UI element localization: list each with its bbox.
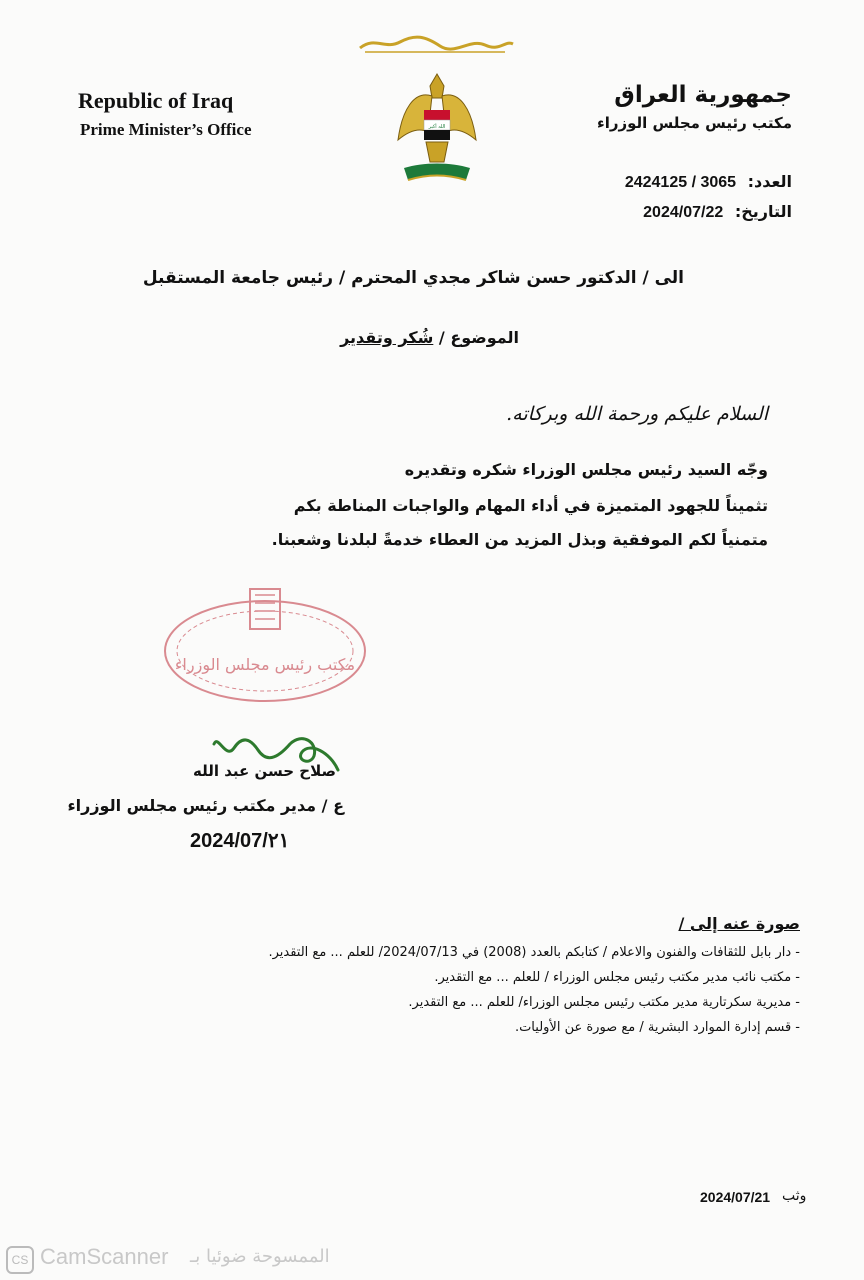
subject-line <box>340 328 519 347</box>
header-en-office: Prime Minister’s Office <box>80 120 252 139</box>
stamp-text: مكتب رئيس مجلس الوزراء <box>174 655 356 674</box>
number-label: العدد: <box>747 172 792 191</box>
list-item: - مكتب نائب مدير مكتب رئيس مجلس الوزراء / للعلم ... مع التقدير. <box>434 970 800 985</box>
header-ar-country: جمهورية العراق <box>614 82 792 108</box>
reference-number <box>625 172 792 192</box>
body-line-3: متمنياً لكم الموفقية وبذل المزيد من العطاء خدمةً لبلدنا وشعبنا. <box>271 530 768 549</box>
footer-mark: وثب <box>782 1188 807 1204</box>
footer-date: 2024/07/21 <box>700 1189 771 1205</box>
date-label: التاريخ: <box>734 202 792 221</box>
top-calligraphy <box>355 30 515 56</box>
date-value: 2024/07/22 <box>643 204 724 221</box>
list-item: - مديرية سكرتارية مدير مكتب رئيس مجلس الوزراء/ للعلم ... مع التقدير. <box>408 995 800 1010</box>
header-ar-office: مكتب رئيس مجلس الوزراء <box>597 114 792 132</box>
copies-heading: صورة عنه إلى / <box>678 914 800 933</box>
camscanner-brand: CamScanner <box>40 1244 169 1269</box>
copies-list <box>100 945 800 1045</box>
iraq-emblem-icon <box>394 70 480 190</box>
emblem-inscription: الله أكبر <box>428 124 446 130</box>
signature-date: 2024/07/٢١ <box>190 830 290 852</box>
greeting: السلام عليكم ورحمة الله وبركاته. <box>506 403 768 425</box>
letter-date <box>643 202 792 222</box>
signatory-name: صلاح حسن عبد الله <box>193 762 336 780</box>
camscanner-arabic: الممسوحة ضوئيا بـ <box>190 1246 330 1267</box>
camscanner-watermark <box>0 1238 380 1278</box>
subject-label: الموضوع / <box>438 328 519 347</box>
subject-text: شُكر وتقدير <box>340 328 434 347</box>
office-stamp <box>160 585 370 705</box>
list-item: - قسم إدارة الموارد البشرية / مع صورة عن الأوليات. <box>514 1020 800 1035</box>
header-en-country: Republic of Iraq <box>78 88 234 113</box>
number-value: 2424125 / 3065 <box>624 174 737 191</box>
signatory-title: ع / مدير مكتب رئيس مجلس الوزراء <box>67 796 344 815</box>
addressee-line: الى / الدكتور حسن شاكر مجدي المحترم / رئيس جامعة المستقبل <box>142 268 684 288</box>
body-line-2: تثميناً للجهود المتميزة في أداء المهام والواجبات المناطة بكم <box>293 496 768 515</box>
camscanner-logo-icon: CS <box>6 1246 34 1274</box>
body-line-1: وجّه السيد رئيس مجلس الوزراء شكره وتقديره <box>404 460 768 479</box>
list-item: - دار بابل للثقافات والفنون والاعلام / كتابكم بالعدد (2008) في 2024/07/13/ للعلم ... مع التقدير. <box>268 945 800 960</box>
